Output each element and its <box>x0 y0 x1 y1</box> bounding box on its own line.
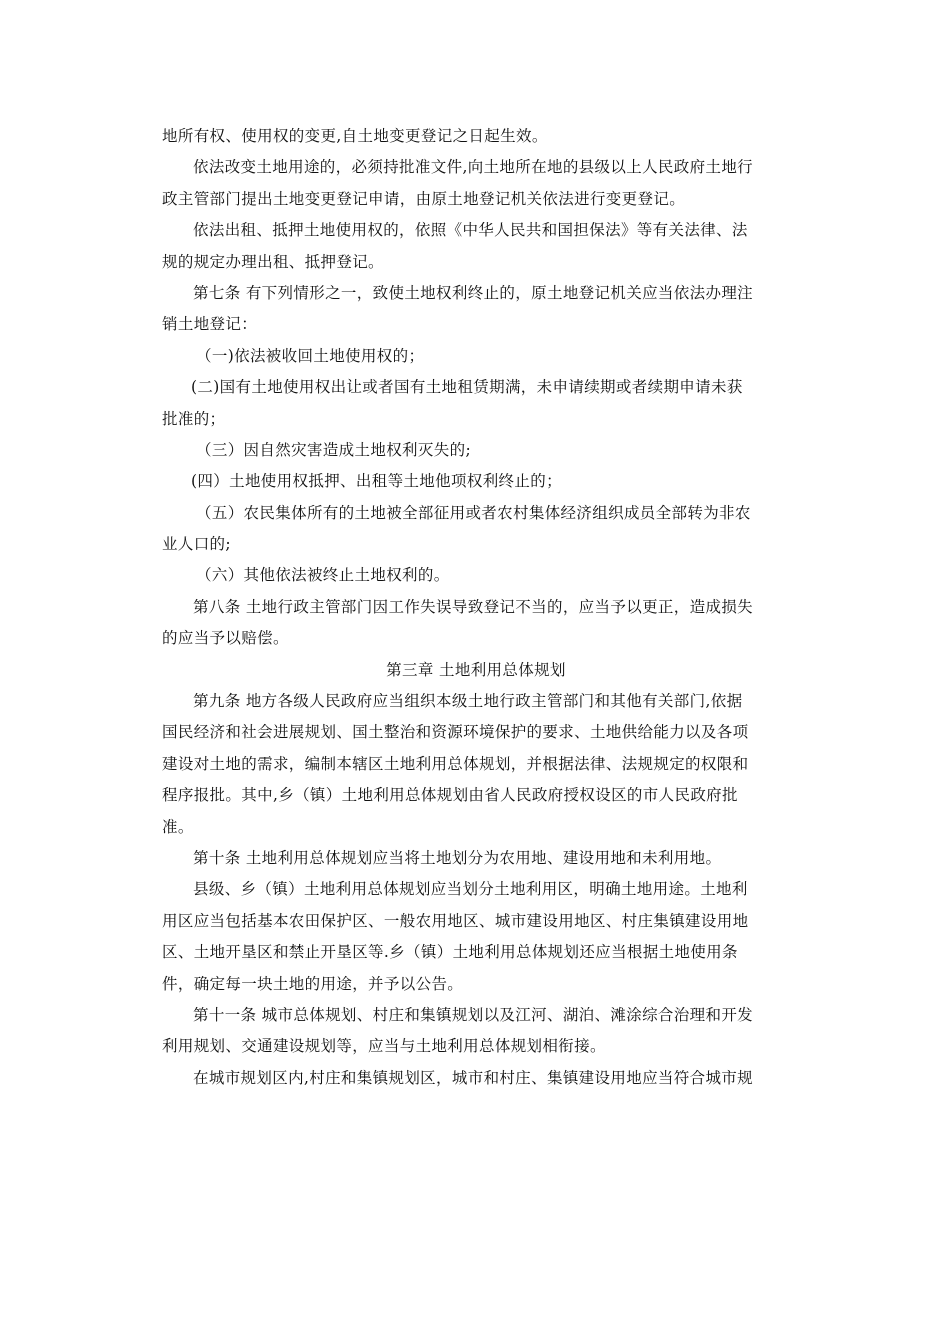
text-line: 依法出租、抵押土地使用权的，依照《中华人民共和国担保法》等有关法律、法 <box>193 221 748 240</box>
list-item: （六）其他依法被终止土地权利的。 <box>196 566 450 585</box>
article-11-heading: 第十一条 城市总体规划、村庄和集镇规划以及江河、湖泊、滩涂综合治理和开发 <box>193 1005 754 1024</box>
text-line: 县级、乡（镇）土地利用总体规划应当划分土地利用区，明确土地用途。土地利 <box>193 880 748 899</box>
chapter-title: 第三章 土地利用总体规划 <box>386 660 566 679</box>
text-line: 准。 <box>162 817 194 836</box>
article-7-heading: 第七条 有下列情形之一，致使土地权利终止的，原土地登记机关应当依法办理注 <box>193 283 754 302</box>
list-item: (四）土地使用权抵押、出租等土地他项权利终止的； <box>191 472 562 491</box>
text-line: 在城市规划区内,村庄和集镇规划区，城市和村庄、集镇建设用地应当符合城市规 <box>193 1068 754 1087</box>
article-10-heading: 第十条 土地利用总体规划应当将土地划分为农用地、建设用地和未利用地。 <box>193 848 722 867</box>
list-item: (二)国有土地使用权出让或者国有土地租赁期满，未申请续期或者续期申请未获 <box>191 378 743 397</box>
text-line: 用区应当包括基本农田保护区、一般农用地区、城市建设用地区、村庄集镇建设用地 <box>162 911 749 930</box>
article-8-heading: 第八条 土地行政主管部门因工作失误导致登记不当的，应当予以更正，造成损失 <box>193 597 754 616</box>
text-line: 的应当予以赔偿。 <box>162 629 289 648</box>
text-line: 国民经济和社会进展规划、国土整治和资源环境保护的要求、土地供给能力以及各项 <box>162 723 749 742</box>
document-body <box>162 121 790 1094</box>
text-line: 依法改变土地用途的，必须持批准文件,向土地所在地的县级以上人民政府土地行 <box>193 158 754 177</box>
list-item: （一)依法被收回土地使用权的； <box>196 346 425 365</box>
text-line: 利用规划、交通建设规划等，应当与土地利用总体规划相衔接。 <box>162 1037 606 1056</box>
text-line: 件，确定每一块土地的用途，并予以公告。 <box>162 974 464 993</box>
text-line: 规的规定办理出租、抵押登记。 <box>162 252 384 271</box>
text-line: 程序报批。其中,乡（镇）土地利用总体规划由省人民政府授权设区的市人民政府批 <box>162 786 738 805</box>
article-9-heading: 第九条 地方各级人民政府应当组织本级土地行政主管部门和其他有关部门,依据 <box>193 692 743 711</box>
text-line: 销土地登记： <box>162 315 258 334</box>
text-line: 地所有权、使用权的变更,自土地变更登记之日起生效。 <box>162 127 548 145</box>
list-item: （三）因自然灾害造成土地权利灭失的; <box>196 440 472 459</box>
list-item: （五）农民集体所有的土地被全部征用或者农村集体经济组织成员全部转为非农 <box>196 503 751 522</box>
text-line: 政主管部门提出土地变更登记申请，由原土地登记机关依法进行变更登记。 <box>162 189 686 208</box>
text-line: 批准的； <box>162 409 226 428</box>
text-line: 区、土地开垦区和禁止开垦区等.乡（镇）土地利用总体规划还应当根据土地使用条 <box>162 943 738 962</box>
text-line: 建设对土地的需求，编制本辖区土地利用总体规划，并根据法律、法规规定的权限和 <box>162 754 749 773</box>
text-line: 业人口的; <box>162 535 231 554</box>
